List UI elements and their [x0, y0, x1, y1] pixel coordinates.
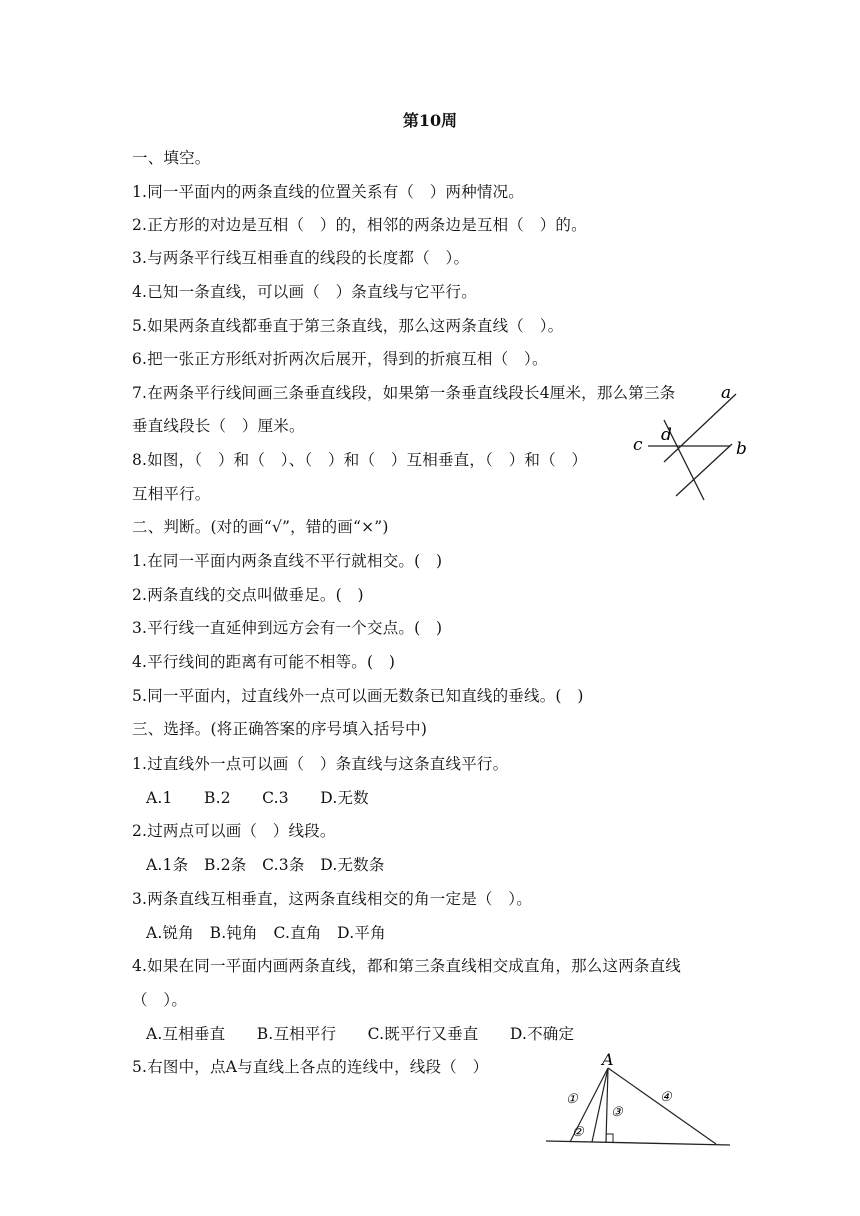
s2-q5: 5.同一平面内，过直线外一点可以画无数条已知直线的垂线。( ) [132, 687, 584, 705]
segment-2 [592, 1068, 608, 1142]
segments-figure [540, 1050, 740, 1150]
s1-q6: 6.把一张正方形纸对折两次后展开，得到的折痕互相（ ）。 [132, 350, 548, 368]
s3-q4-line2: （ ）。 [132, 991, 188, 1009]
s2-q4: 4.平行线间的距离有可能不相等。( ) [132, 653, 396, 671]
label-b: b [736, 439, 747, 459]
s3-q4-line1: 4.如果在同一平面内画两条直线，都和第三条直线相交成直角，那么这两条直线 [132, 957, 681, 975]
label-1: ① [566, 1092, 578, 1107]
s1-q7-line1: 7.在两条平行线间画三条垂直线段，如果第一条垂直线段长4厘米，那么第三条 [132, 384, 676, 402]
s1-q8-line1: 8.如图，（ ）和（ ）、（ ）和（ ）互相垂直，（ ）和（ ） [132, 451, 588, 469]
s1-q5: 5.如果两条直线都垂直于第三条直线，那么这两条直线（ ）。 [132, 317, 564, 335]
label-c: c [633, 435, 643, 455]
base-line [546, 1141, 730, 1145]
s1-q8-line2: 互相平行。 [132, 485, 211, 503]
s3-q4-options: A.互相垂直 B.互相平行 C.既平行又垂直 D.不确定 [146, 1025, 575, 1043]
s3-q3: 3.两条直线互相垂直，这两条直线相交的角一定是（ ）。 [132, 890, 532, 908]
s2-q3: 3.平行线一直延伸到远方会有一个交点。( ) [132, 619, 443, 637]
s3-q1-options: A.1 B.2 C.3 D.无数 [146, 789, 369, 807]
segment-4 [608, 1068, 716, 1144]
label-4: ④ [660, 1090, 672, 1105]
s1-q4: 4.已知一条直线，可以画（ ）条直线与它平行。 [132, 283, 477, 301]
s3-q2: 2.过两点可以画（ ）线段。 [132, 822, 336, 840]
page-title: 第10周 [402, 111, 458, 130]
s1-q3: 3.与两条平行线互相垂直的线段的长度都（ ）。 [132, 249, 470, 267]
section2-heading: 二、判断。(对的画“√”，错的画“×”) [132, 518, 389, 536]
line-a [664, 394, 736, 462]
s3-q3-options: A.锐角 B.钝角 C.直角 D.平角 [146, 924, 386, 942]
segment-3 [606, 1068, 608, 1142]
s3-q2-options: A.1条 B.2条 C.3条 D.无数条 [146, 856, 385, 874]
section3-heading: 三、选择。(将正确答案的序号填入括号中) [132, 720, 428, 738]
section1-heading: 一、填空。 [132, 149, 211, 167]
s3-q5: 5.右图中，点A与直线上各点的连线中，线段（ ） [132, 1058, 489, 1076]
s1-q2: 2.正方形的对边是互相（ ）的，相邻的两条边是互相（ ）的。 [132, 216, 587, 234]
right-angle-mark [606, 1134, 613, 1142]
s1-q1: 1.同一平面内的两条直线的位置关系有（ ）两种情况。 [132, 183, 524, 201]
label-A: A [602, 1050, 614, 1069]
label-d: d [661, 425, 672, 445]
s2-q1: 1.在同一平面内两条直线不平行就相交。( ) [132, 552, 443, 570]
label-3: ③ [611, 1105, 623, 1120]
lines-figure [628, 386, 758, 506]
label-2: ② [572, 1125, 584, 1140]
s3-q1: 1.过直线外一点可以画（ ）条直线与这条直线平行。 [132, 755, 509, 773]
s1-q7-line2: 垂直线段长（ ）厘米。 [132, 417, 305, 435]
s2-q2: 2.两条直线的交点叫做垂足。( ) [132, 586, 364, 604]
label-a: a [721, 386, 732, 403]
line-b [676, 444, 732, 496]
